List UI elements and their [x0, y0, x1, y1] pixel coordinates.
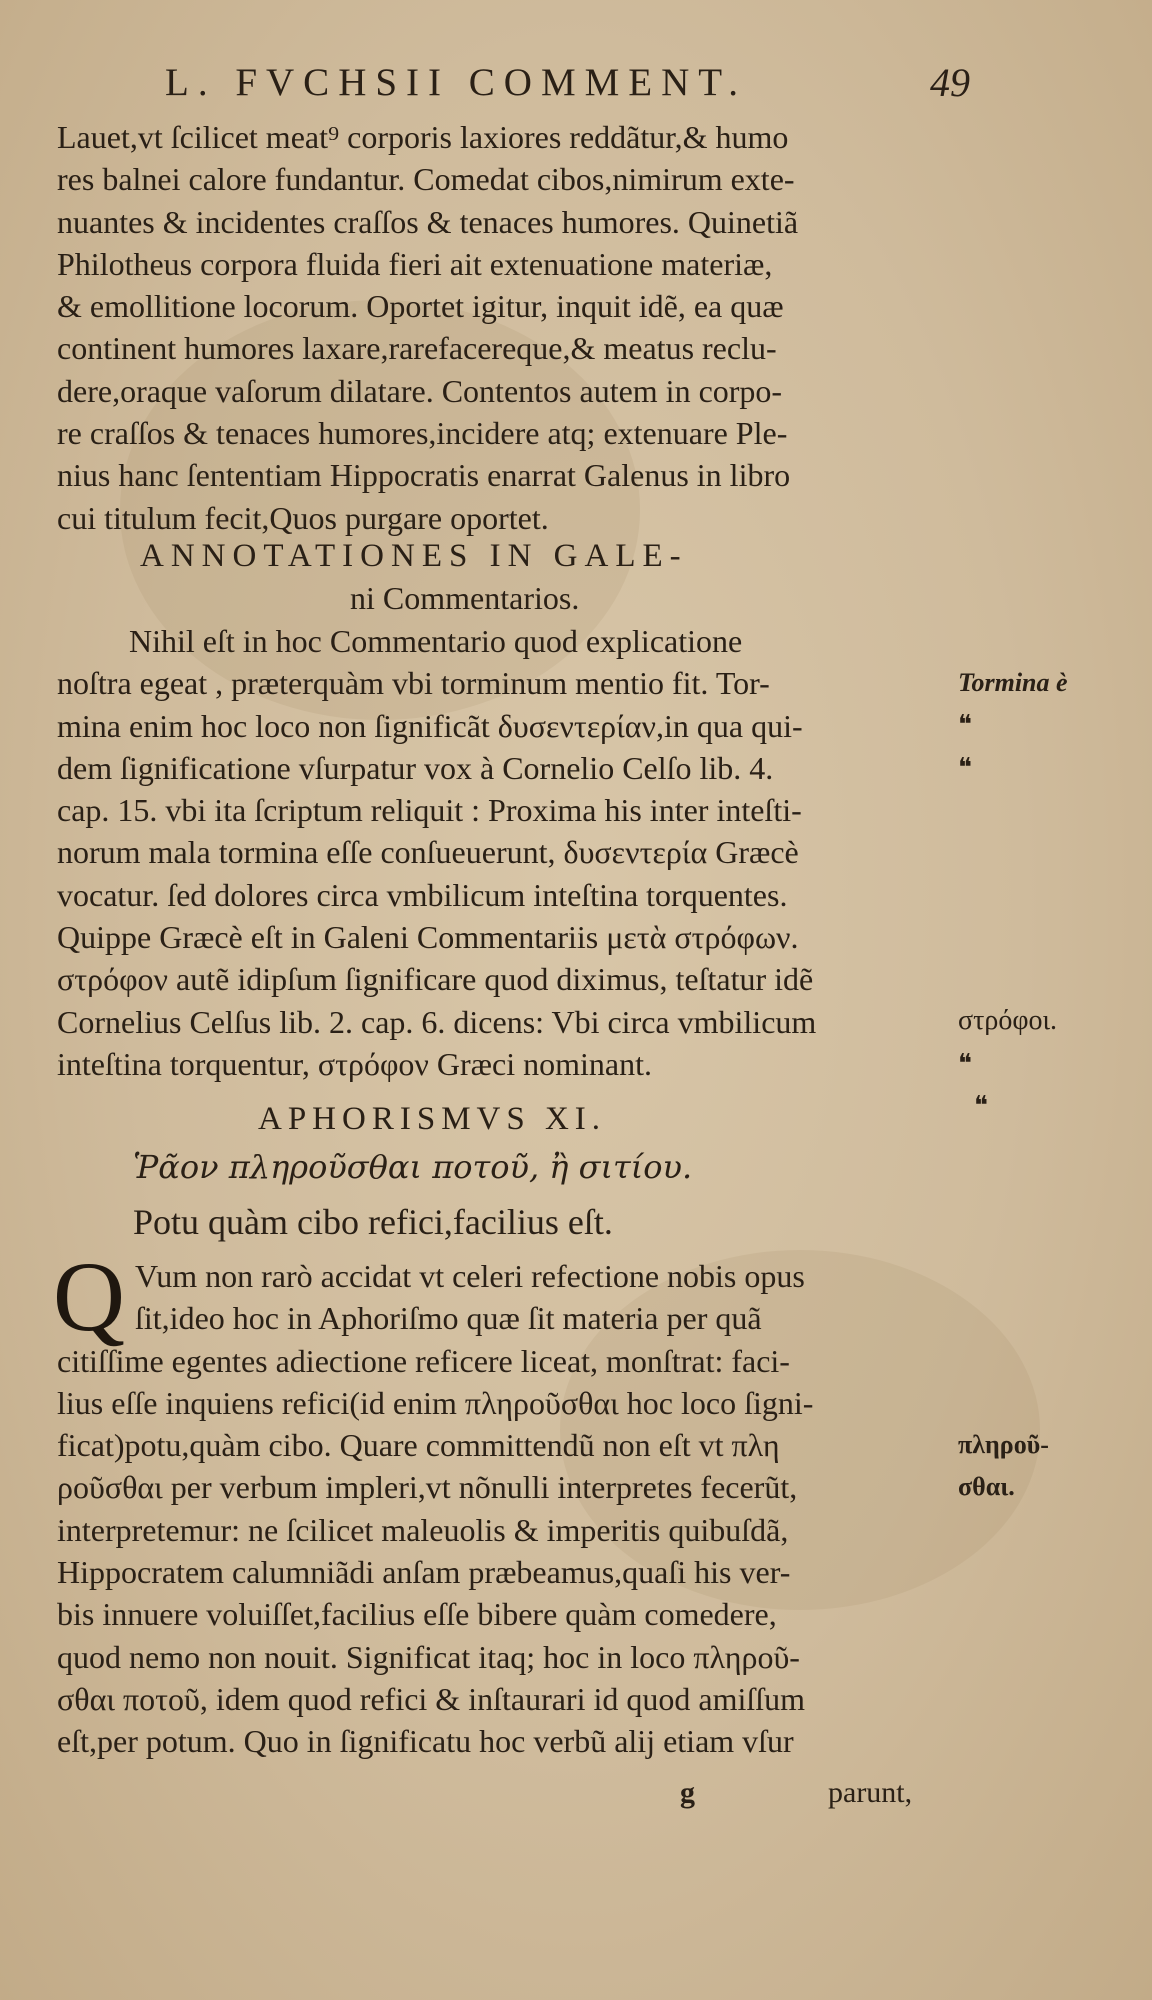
text-line: re craſſos & tenaces humores,incidere atq; extenuare Ple- — [57, 415, 788, 452]
paragraph-1 — [57, 116, 987, 539]
text-line: σθαι ποτοῦ, idem quod refici & inſtaurari id quod amiſſum — [57, 1680, 806, 1717]
text-line: Lauet,vt ſcilicet meat⁹ corporis laxiores reddãtur,& humo — [57, 119, 789, 155]
text-line: eſt,per potum. Quo in ſignificatu hoc verbũ alij etiam vſur — [57, 1723, 794, 1760]
text-line: Philotheus corpora fluida fieri ait extenuatione materiæ, — [57, 245, 773, 282]
margin-notes-annotations — [958, 662, 1148, 1127]
aphorism-title: APHORISMVS XI. — [258, 1101, 607, 1137]
drop-cap-initial: Q — [52, 1241, 126, 1352]
text-line: Quippe Græcè eſt in Galeni Commentariis μετὰ στρόφων. — [57, 919, 799, 956]
text-line: res balnei calore fundantur. Comedat cibos,nimirum exte- — [57, 161, 795, 198]
text-line: cui titulum fecit,Quos purgare oportet. — [57, 499, 549, 536]
text-line: bis innuere voluiſſet,facilius eſſe bibere quàm comedere, — [57, 1596, 777, 1633]
text-line: Cornelius Celſus lib. 2. cap. 6. dicens: Vbi circa vmbilicum — [57, 1003, 817, 1040]
text-line: norum mala tormina eſſe conſueuerunt, δυσεντερία Græcè — [57, 834, 799, 871]
margin-quote-mark: ❝ — [974, 1090, 988, 1120]
text-line: cap. 15. vbi ita ſcriptum reliquit : Proxima his inter inteſti- — [57, 792, 802, 829]
signature-mark: g — [680, 1776, 695, 1809]
page-number: 49 — [930, 60, 970, 105]
margin-quote-mark: ❝ — [958, 710, 972, 740]
text-line: Nihil eſt in hoc Commentario quod explicatione — [129, 623, 743, 659]
text-line: dere,oraque vaſorum dilatare. Contentos autem in corpo- — [57, 372, 783, 409]
margin-note-strophoi: στρόφοι. — [958, 1005, 1058, 1037]
text-line: lius eſſe inquiens refici(id enim πληροῦσθαι hoc loco ſigni- — [57, 1384, 814, 1421]
text-line: Vum non rarò accidat vt celeri refectione nobis opus — [135, 1258, 805, 1294]
paragraph-3 — [57, 1255, 987, 1763]
margin-quote-mark: ❝ — [958, 1048, 972, 1078]
text-line: Hippocratem calumniãdi anſam præbeamus,quaſi his ver- — [57, 1554, 791, 1591]
annotations-heading: ANNOTATIONES IN GALE- — [140, 538, 688, 574]
text-line: nius hanc ſententiam Hippocratis enarrat Galenus in libro — [57, 457, 791, 494]
catchword: parunt, — [828, 1776, 913, 1809]
text-line: dem ſignificatione vſurpatur vox à Cornelio Celſo lib. 4. — [57, 749, 774, 786]
margin-note-pleroustha-continued: σθαι. — [958, 1472, 1015, 1502]
aphorism-latin-text: Potu quàm cibo refici,facilius eſt. — [133, 1202, 613, 1242]
annotations-subheading: ni Commentarios. — [350, 580, 580, 616]
text-line: ροῦσθαι per verbum impleri,vt nõnulli interpretes fecerũt, — [57, 1469, 798, 1506]
page-header — [165, 58, 1005, 108]
text-line: nuantes & incidentes craſſos & tenaces humores. Quinetiã — [57, 203, 799, 240]
text-line: & emollitione locorum. Oportet igitur, inquit idẽ, ea quæ — [57, 288, 784, 325]
margin-note-tormina: Tormina è — [958, 668, 1068, 697]
aphorism-greek-text: Ῥᾶον πληροῦσθαι ποτοῦ, ἢ σιτίου. — [133, 1148, 693, 1186]
text-line: citiſſime egentes adiectione reficere liceat, monſtrat: faci- — [57, 1342, 790, 1379]
margin-notes-aphorism — [958, 1424, 1148, 1509]
margin-note-pleroustha: πληροῦ- — [958, 1430, 1049, 1459]
text-line: interpretemur: ne ſcilicet maleuolis & imperitis quibuſdã, — [57, 1511, 789, 1548]
margin-quote-mark: ❝ — [958, 752, 972, 782]
text-line: continent humores laxare,rarefacereque,& meatus reclu- — [57, 330, 777, 367]
text-line: inteſtina torquentur, στρόφον Græci nominant. — [57, 1045, 652, 1082]
running-head: L. FVCHSII COMMENT. — [165, 61, 747, 104]
text-line: στρόφον autẽ idipſum ſignificare quod diximus, teſtatur idẽ — [57, 961, 814, 998]
text-line: quod nemo non nouit. Significat itaq; hoc in loco πληροῦ- — [57, 1638, 800, 1675]
text-line: mina enim hoc loco non ſignificãt δυσεντερίαν,in qua qui- — [57, 707, 803, 744]
text-line: ſit,ideo hoc in Aphoriſmo quæ ſit materia per quã — [135, 1300, 762, 1337]
paragraph-2 — [57, 620, 987, 1085]
text-line: noſtra egeat , præterquàm vbi torminum mentio fit. Tor- — [57, 665, 770, 702]
text-line: ficat)potu,quàm cibo. Quare committendũ non eſt vt πλη — [57, 1427, 780, 1464]
text-line: vocatur. ſed dolores circa vmbilicum inteſtina torquentes. — [57, 876, 788, 913]
